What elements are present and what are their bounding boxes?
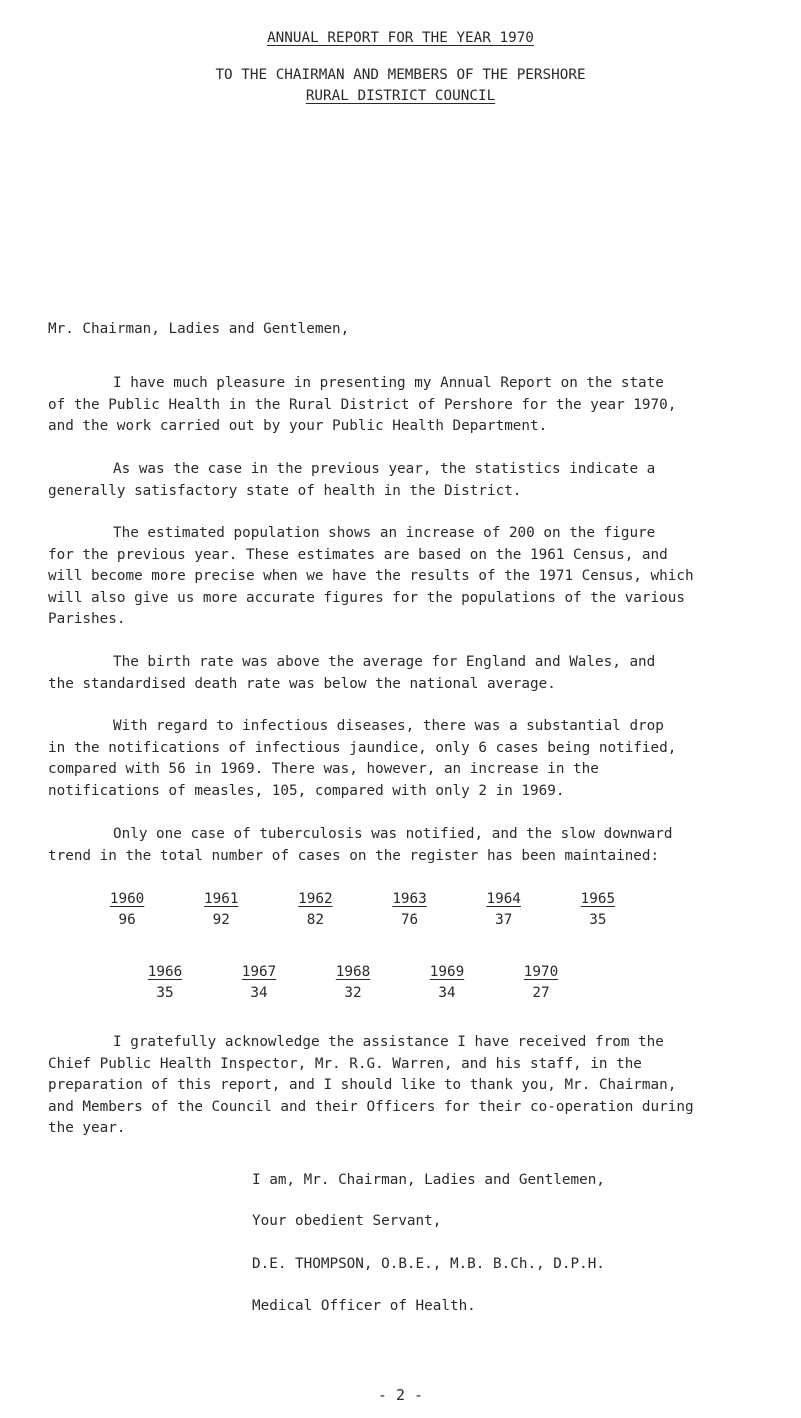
tb-year: 1969 <box>429 963 465 980</box>
addressee-line-2 <box>0 88 801 104</box>
paragraph-intro: I have much pleasure in presenting my Annual Report on the state of the Public Health in the Rural District of Pershore for the year 1970, and the work carried out by your Public Health Department. <box>48 375 677 434</box>
page-number: - 2 - <box>377 1386 424 1404</box>
tb-cases: 34 <box>438 984 456 1001</box>
tb-cases: 96 <box>118 911 136 928</box>
tb-years-row-2 <box>118 961 588 982</box>
tb-cases: 35 <box>589 911 607 928</box>
tb-year: 1965 <box>580 890 616 907</box>
tb-year: 1967 <box>241 963 277 980</box>
tb-cases: 37 <box>495 911 513 928</box>
paragraph-tuberculosis: Only one case of tuberculosis was notified, and the slow downward trend in the total number of cases on the register has been maintained: <box>48 826 673 864</box>
paragraph-birth-death-rates: The birth rate was above the average for England and Wales, and the standardised death rate was below the national average. <box>48 654 656 692</box>
signatory-title: Medical Officer of Health. <box>252 1298 476 1314</box>
tb-cases: 35 <box>156 984 174 1001</box>
tb-year: 1964 <box>486 890 521 907</box>
paragraph-population: The estimated population shows an increase of 200 on the figure for the previous year. These estimates are based on the 1961 Census, and will become more precise when we have the results of the 1971 Census, which will also give us more accurate figures for the populations of the various Parishes. <box>48 525 694 627</box>
tb-years-row-1 <box>80 888 645 909</box>
tb-cases: 76 <box>400 911 419 928</box>
closing-greeting: I am, Mr. Chairman, Ladies and Gentlemen, <box>252 1172 605 1188</box>
tb-year: 1963 <box>392 890 427 907</box>
tb-cases-row-1 <box>80 909 645 930</box>
tb-year: 1962 <box>298 890 333 907</box>
closing-servant: Your obedient Servant, <box>252 1213 442 1229</box>
tb-cases: 82 <box>306 911 324 928</box>
tb-year: 1970 <box>523 963 559 980</box>
tb-cases: 34 <box>250 984 268 1001</box>
salutation: Mr. Chairman, Ladies and Gentlemen, <box>48 321 350 337</box>
paragraph-infectious-diseases: With regard to infectious diseases, there was a substantial drop in the notifications of infectious jaundice, only 6 cases being notified, compared with 56 in 1969. There was, however, an increase in the notifications of measles, 105, compared with only 2 in 1969. <box>48 718 677 799</box>
tb-cases: 32 <box>344 984 362 1001</box>
addressee-line-1: TO THE CHAIRMAN AND MEMBERS OF THE PERSHORE <box>215 67 586 83</box>
paragraph-statistics: As was the case in the previous year, the statistics indicate a generally satisfactory state of health in the District. <box>48 461 656 499</box>
addressee-council: RURAL DISTRICT COUNCIL <box>305 88 496 104</box>
tb-year: 1966 <box>147 963 183 980</box>
tb-register-table-1960-1965 <box>80 888 645 930</box>
signatory-name: D.E. THOMPSON, O.B.E., M.B. B.Ch., D.P.H. <box>252 1256 605 1272</box>
paragraph-acknowledgement: I gratefully acknowledge the assistance I have received from the Chief Public Health Inspector, Mr. R.G. Warren, and his staff, in the preparation of this report, and I should like to thank you, Mr. Chairman, and Members of the Council and their Officers for their co-operation during the year. <box>48 1034 694 1136</box>
tb-year: 1961 <box>204 890 239 907</box>
report-heading: ANNUAL REPORT FOR THE YEAR 1970 <box>267 30 534 46</box>
tb-cases-row-2 <box>118 982 588 1003</box>
tb-cases: 92 <box>212 911 230 928</box>
tb-year: 1960 <box>109 890 145 907</box>
tb-cases: 27 <box>532 984 550 1001</box>
tb-year: 1968 <box>335 963 371 980</box>
tb-register-table-1966-1970 <box>118 961 588 1003</box>
